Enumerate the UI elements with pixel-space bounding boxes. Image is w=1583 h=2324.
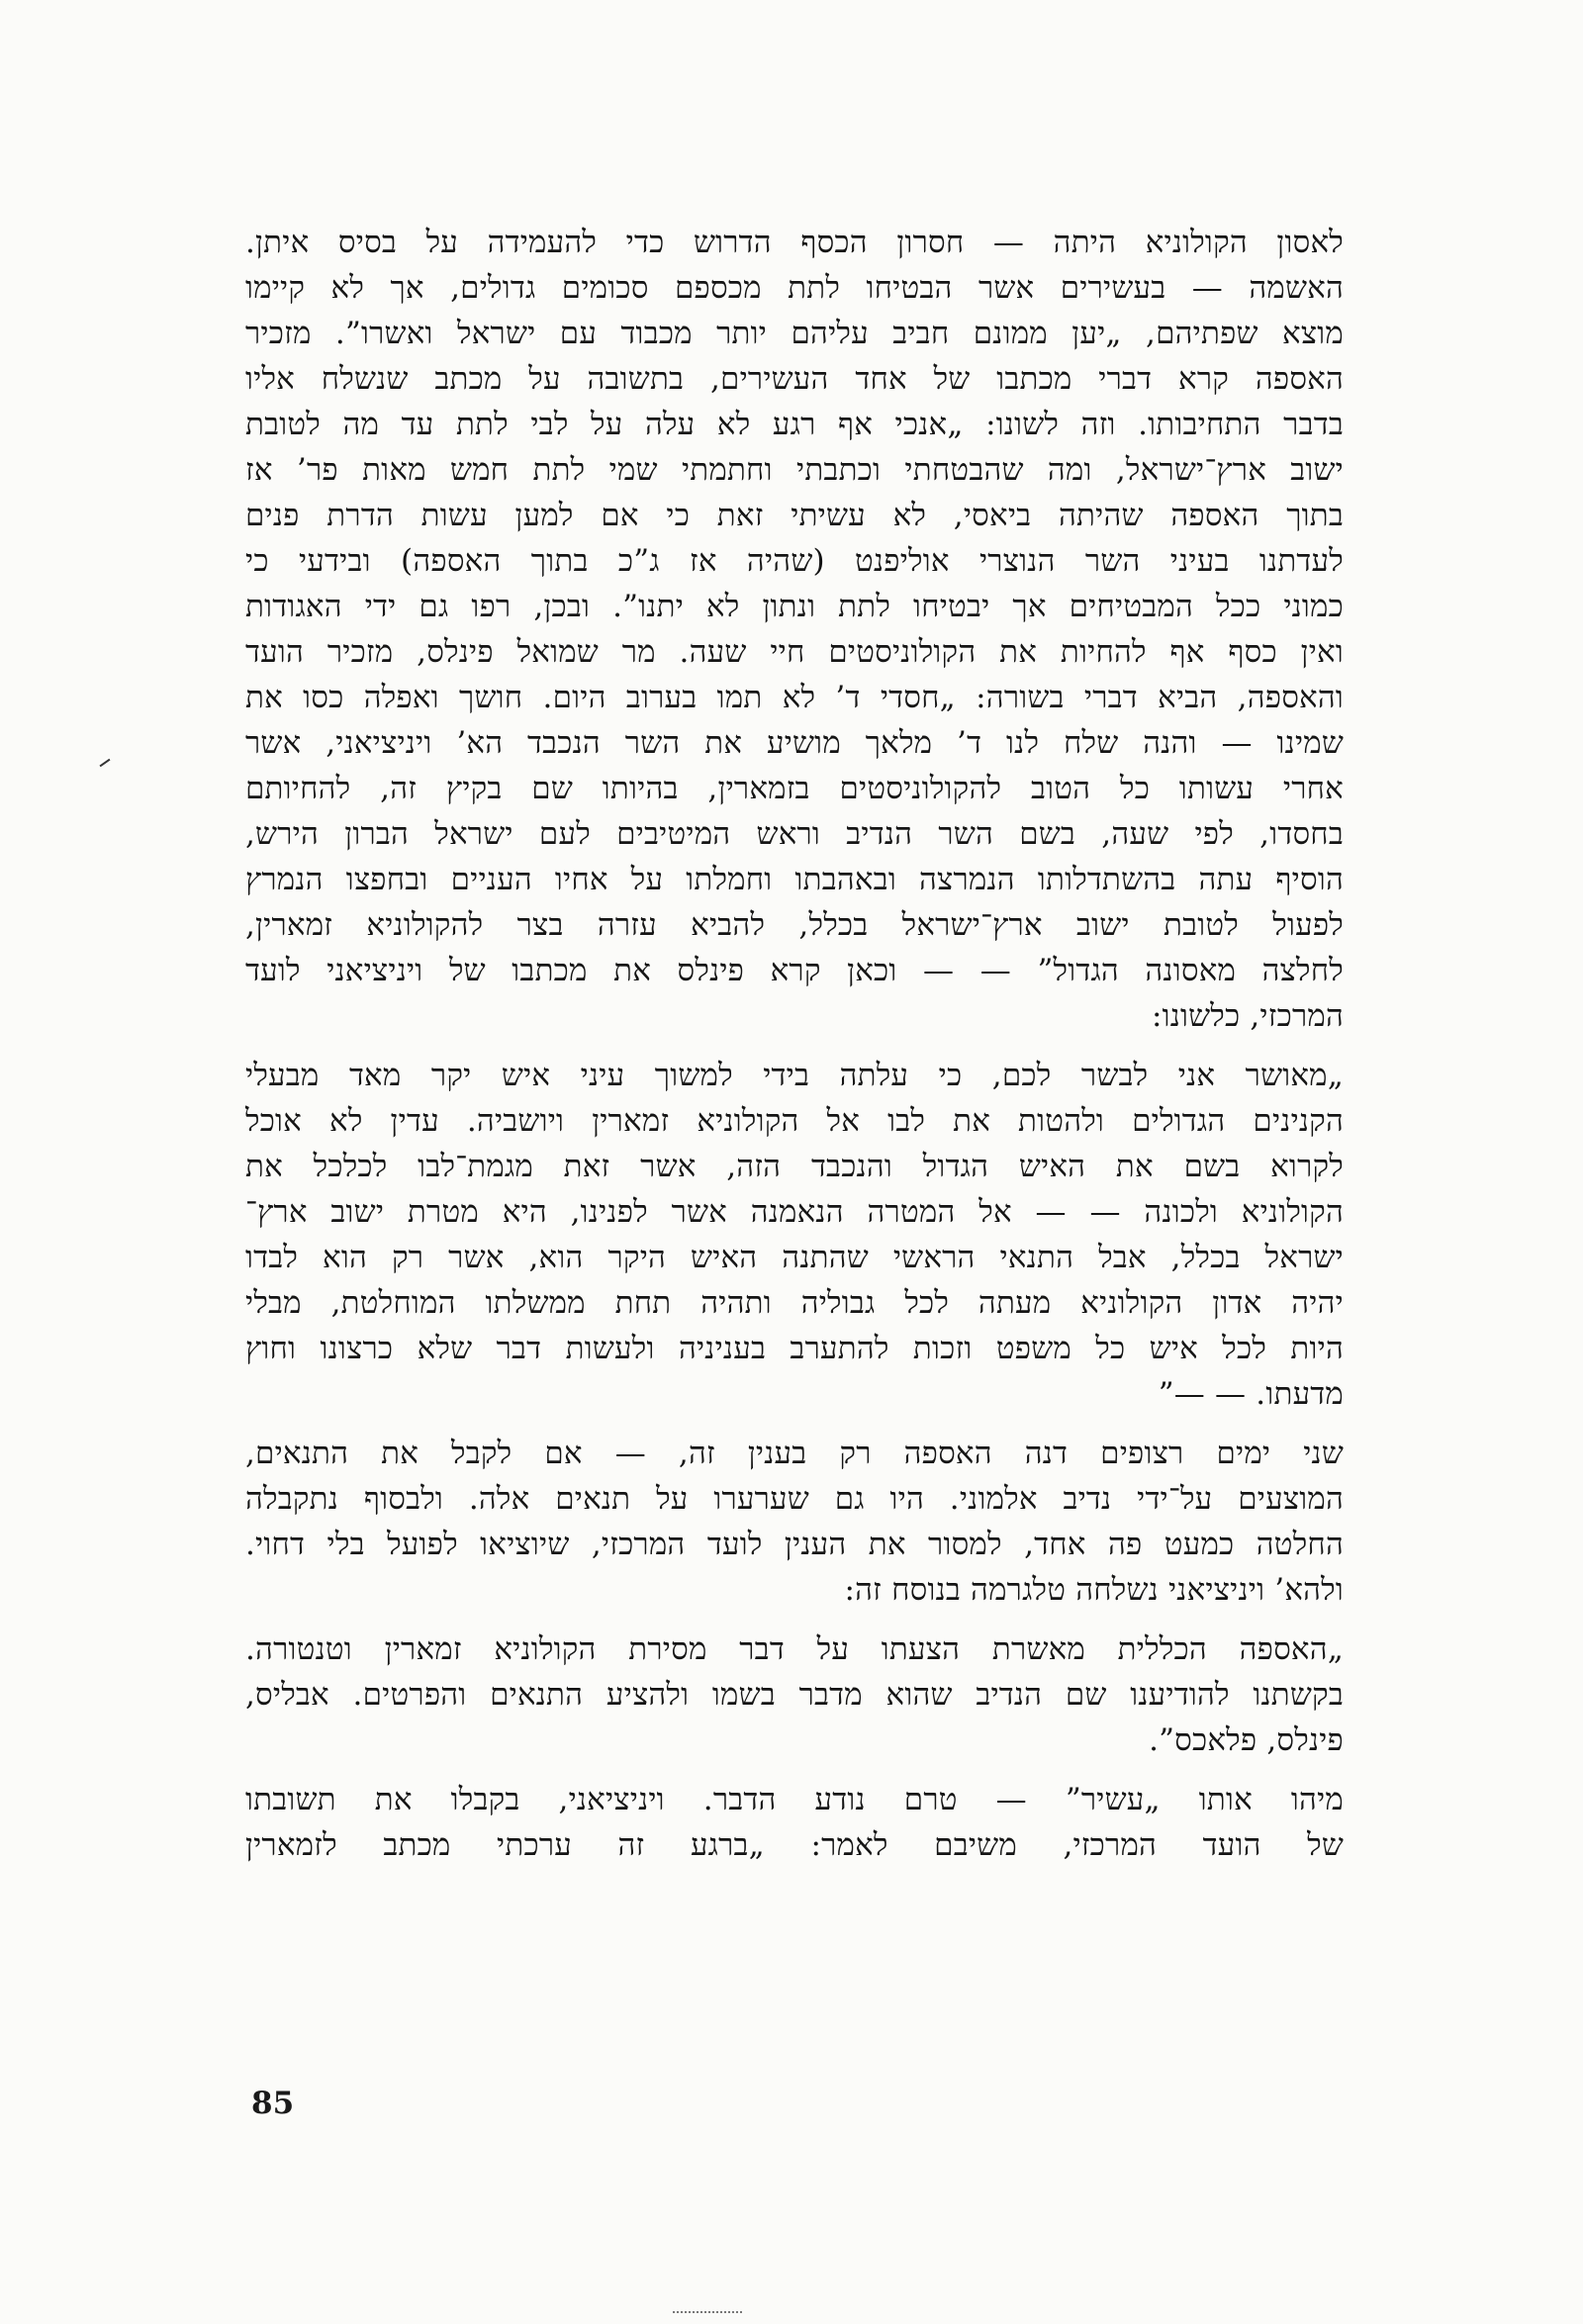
- text-line: המרכזי, כלשונו:: [1151, 998, 1344, 1034]
- body-text: [245, 220, 1344, 1868]
- text-line: אחרי עשותו כל הטוב להקולוניסטים בזמארין, בהיותו שם בקיץ זה, להחיותם: [245, 771, 1344, 806]
- text-line: הקנינים הגדולים ולהטות את לבו אל הקולוניא זמארין ויושביה. עדין לא אוכל: [245, 1103, 1344, 1139]
- text-line: פינלס, פלאכס”.: [1149, 1722, 1344, 1758]
- text-line: הוסיף עתה בהשתדלותו הנמרצה ובאהבתו וחמלתו על אחיו העניים ובחפצו הנמרץ: [245, 862, 1344, 897]
- text-line: היות לכל איש כל משפט וזכות להתערב בעניניה ולעשות דבר שלא כרצונו וחוץ: [245, 1331, 1344, 1366]
- text-line: ואין כסף אף להחיות את הקולוניסטים חיי שעה. מר שמואל פינלס, מזכיר הועד: [245, 634, 1344, 670]
- text-line: בתוך האספה שהיתה ביאסי, לא עשיתי זאת כי אם למען עשות הדרת פנים: [245, 498, 1344, 533]
- text-line: לעדתנו בעיני השר הנוצרי אוליפנט (שהיה אז ג”כ בתוך האספה) ובידעי כי: [245, 543, 1344, 579]
- text-line: לאסון הקולוניא היתה — חסרון הכסף הדרוש כדי להעמידה על בסיס איתן.: [245, 225, 1344, 260]
- text-line: „מאושר אני לבשר לכם, כי עלתה בידי למשוך עיני איש יקר מאד מבעלי: [245, 1058, 1344, 1093]
- text-line: הקולוניא ולכונה — — אל המטרה הנאמנה אשר לפנינו, היא מטרת ישוב ארץ־: [245, 1194, 1344, 1230]
- text-line: מיהו אותו „עשיר” — טרם נודע הדבר. ויניציאני, בקבלו את תשובתו: [245, 1782, 1344, 1817]
- text-line: שמינו — והנה שלח לנו ד’ מלאך מושיע את השר הנכבד הא’ ויניציאני, אשר: [245, 725, 1344, 761]
- text-line: האספה קרא דברי מכתבו של אחד העשירים, בתשובה על מכתב שנשלח אליו: [245, 361, 1344, 397]
- text-line: האשמה — בעשירים אשר הבטיחו לתת מכספם סכומים גדולים, אך לא קיימו: [245, 270, 1344, 306]
- text-line: ישראל בכלל, אבל התנאי הראשי שהתנה האיש היקר הוא, אשר רק הוא לבדו: [245, 1240, 1344, 1275]
- text-line: לחלצה מאסונה הגדול” — — וכאן קרא פינלס את מכתבו של ויניציאני לועד: [245, 953, 1344, 988]
- text-line: החלטה כמעט פה אחד, למסור את הענין לועד המרכזי, שיוציאו לפועל בלי דחוי.: [245, 1527, 1344, 1562]
- text-line: כמוני ככל המבטיחים אך יבטיחו לתת ונתון לא יתנו”. ובכן, רפו גם ידי האגודות: [245, 589, 1344, 624]
- paragraph: [245, 1627, 1344, 1763]
- text-line: של הועד המרכזי, משיבם לאמר: „ברגע זה ערכתי מכתב לזמארין: [245, 1827, 1344, 1863]
- text-line: יהיה אדון הקולוניא מעתה לכל גבוליה ותהיה תחת ממשלתו המוחלטת, מבלי: [245, 1285, 1344, 1321]
- page-number: 85: [251, 2086, 295, 2121]
- paragraph: [245, 1431, 1344, 1613]
- margin-pencil-mark: [100, 759, 111, 768]
- text-line: בחסדו, לפי שעה, בשם השר הנדיב וראש המיטיבים לעם ישראל הברון הירש,: [245, 816, 1344, 852]
- paragraph: [245, 1053, 1344, 1417]
- text-line: המוצעים על־ידי נדיב אלמוני. היו גם שערערו על תנאים אלה. ולבסוף נתקבלה: [245, 1481, 1344, 1517]
- text-line: ולהא’ ויניציאני נשלחה טלגרמה בנוסח זה:: [844, 1572, 1344, 1608]
- text-line: שני ימים רצופים דנה האספה רק בענין זה, — אם לקבל את התנאים,: [245, 1436, 1344, 1471]
- text-line: ישוב ארץ־ישראל, ומה שהבטחתי וכתבתי וחתמתי שמי לתת חמש מאות פר’ אז: [245, 452, 1344, 488]
- text-line: לקרוא בשם את האיש הגדול והנכבד הזה, אשר זאת מגמת־לבו לכלכל את: [245, 1149, 1344, 1184]
- paragraph: [245, 220, 1344, 1039]
- bottom-scan-mark: [673, 2311, 742, 2319]
- text-line: מוצא שפתיהם, „יען ממונם חביב עליהם יותר מכבוד עם ישראל ואשרו”. מזכיר: [245, 316, 1344, 351]
- paragraph: [245, 1777, 1344, 1868]
- text-line: „האספה הכללית מאשרת הצעתו על דבר מסירת הקולוניא זמארין וטנטורה.: [245, 1631, 1344, 1667]
- text-line: בדבר התחיבותו. וזה לשונו: „אנכי אף רגע לא עלה על לבי לתת עד מה לטובת: [245, 407, 1344, 442]
- text-line: לפעול לטובת ישוב ארץ־ישראל בכלל, להביא עזרה בצר להקולוניא זמארין,: [245, 907, 1344, 943]
- text-line: והאספה, הביא דברי בשורה: „חסדי ד’ לא תמו בערוב היום. חושך ואפלה כסו את: [245, 680, 1344, 715]
- text-line: בקשתנו להודיענו שם הנדיב שהוא מדבר בשמו ולהציע התנאים והפרטים. אבליס,: [245, 1677, 1344, 1713]
- text-line: מדעתו. — —”: [1158, 1376, 1344, 1412]
